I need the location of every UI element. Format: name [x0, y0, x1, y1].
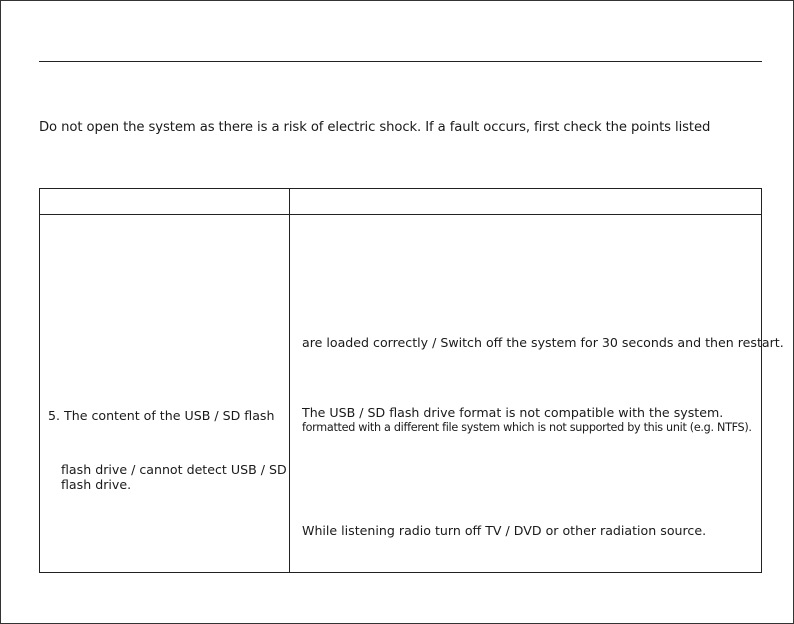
remedy-loaded-text: are loaded correctly / Switch off the system for 30 seconds and then restart.	[302, 335, 784, 350]
intro-paragraph: Do not open the system as there is a risk of electric shock. If a fault occurs, first check the points listed	[39, 120, 711, 135]
problem-usb-line-1: 5. The content of the USB / SD flash	[48, 408, 275, 423]
problem-usb-line-2: flash drive / cannot detect USB / SD	[61, 462, 287, 477]
problem-usb-line-3: flash drive.	[61, 477, 132, 492]
remedy-radio-text: While listening radio turn off TV / DVD or other radiation source.	[302, 523, 707, 538]
remedy-usb-format-text: The USB / SD flash drive format is not compatible with the system.	[302, 405, 724, 420]
remedy-usb-ntfs-text: formatted with a different file system which is not supported by this unit (e.g. NTFS).	[302, 421, 752, 434]
table-header-divider	[40, 214, 761, 215]
top-divider	[39, 61, 762, 62]
table-column-divider	[289, 189, 290, 572]
troubleshooting-table	[39, 188, 784, 573]
